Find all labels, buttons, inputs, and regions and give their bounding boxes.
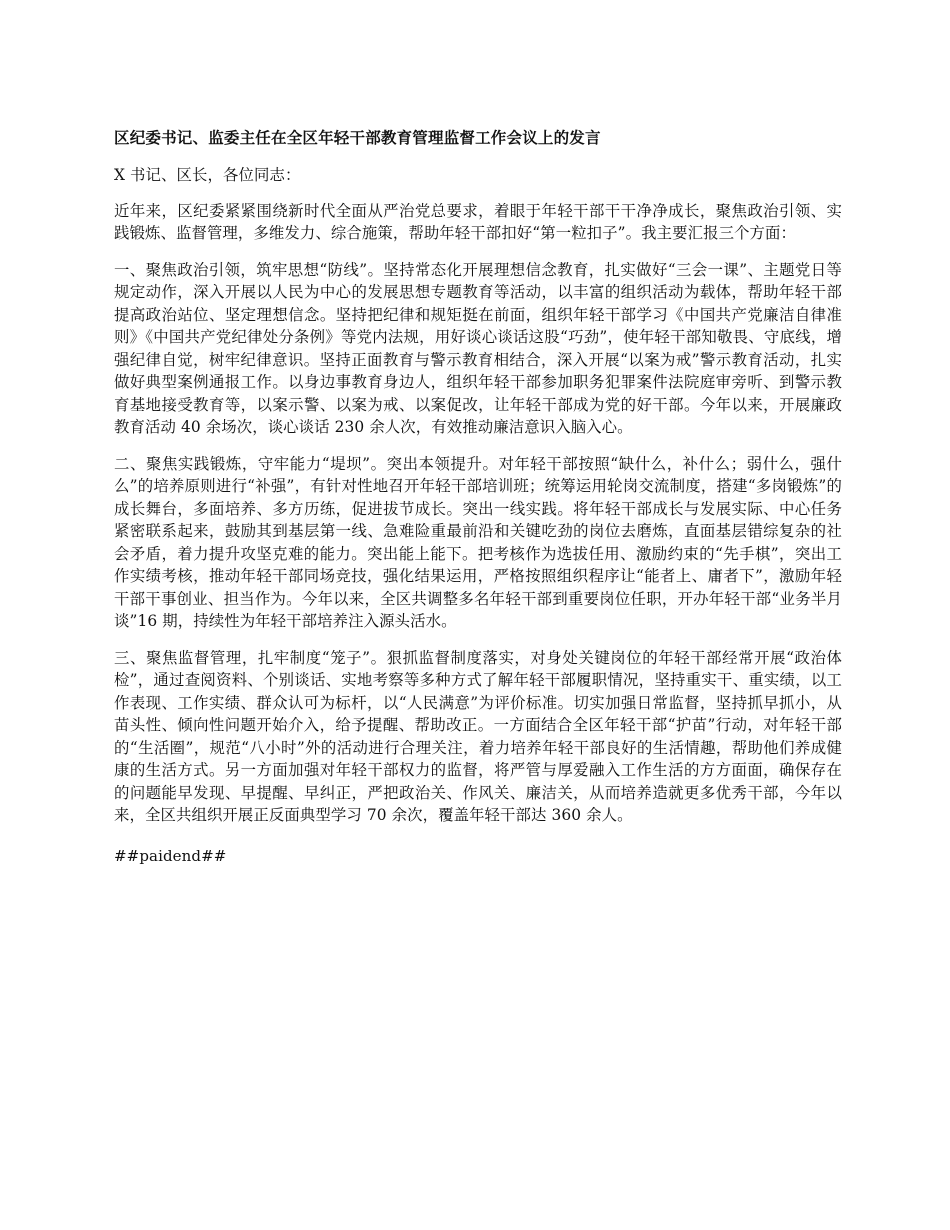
paragraph-political-guidance: 一、聚焦政治引领，筑牢思想“防线”。坚持常态化开展理想信念教育，扎实做好“三会一课”、主题党日等规定动作，深入开展以人民为中心的发展思想专题教育等活动，以丰富的组织活动为载体，帮助年轻干部提高政治站位、坚定理想信念。坚持把纪律和规矩挺在前面，组织年轻干部学习《中国共产党廉洁自律准则》《中国共产党纪律处分条例》等党内法规，用好谈心谈话这股“巧劲”，使年轻干部知敬畏、守底线，增强纪律自觉，树牢纪律意识。坚持正面教育与警示教育相结合，深入开展“以案为戒”警示教育活动，扎实做好典型案例通报工作。以身边事教育身边人，组织年轻干部参加职务犯罪案件法院庭审旁听、到警示教育基地接受教育等，以案示警、以案为戒、以案促改，让年轻干部成为党的好干部。今年以来，开展廉政教育活动 40 余场次，谈心谈话 230 余人次，有效推动廉洁意识入脑入心。 [114,260,842,436]
document-page [114,126,842,881]
paragraph-intro: 近年来，区纪委紧紧围绕新时代全面从严治党总要求，着眼于年轻干部干干净净成长，聚焦政治引领、实践锻炼、监督管理，多维发力、综合施策，帮助年轻干部扣好“第一粒扣子”。我主要汇报三个方面： [114,201,842,242]
salutation: X 书记、区长，各位同志： [114,166,301,184]
paragraph-supervision-management: 三、聚焦监督管理，扎牢制度“笼子”。狠抓监督制度落实，对身处关键岗位的年轻干部经常开展“政治体检”，通过查阅资料、个别谈话、实地考察等多种方式了解年轻干部履职情况，坚持重实干、重实绩，以工作表现、工作实绩、群众认可为标杆，以“人民满意”为评价标准。切实加强日常监督，坚持抓早抓小，从苗头性、倾向性问题开始介入，给予提醒、帮助改正。一方面结合全区年轻干部“护苗”行动，对年轻干部的“生活圈”，规范“八小时”外的活动进行合理关注，着力培养年轻干部良好的生活情趣，帮助他们养成健康的生活方式。另一方面加强对年轻干部权力的监督，将严管与厚爱融入工作生活的方方面面，确保存在的问题能早发现、早提醒、早纠正，严把政治关、作风关、廉洁关，从而培养造就更多优秀干部，今年以来，全区共组织开展正反面典型学习 70 余次，覆盖年轻干部达 360 余人。 [114,648,842,824]
document-title: 区纪委书记、监委主任在全区年轻干部教育管理监督工作会议上的发言 [114,129,601,147]
paragraph-practical-training: 二、聚焦实践锻炼，守牢能力“堤坝”。突出本领提升。对年轻干部按照“缺什么，补什么；弱什么，强什么”的培养原则进行“补强”，有针对性地召开年轻干部培训班；统筹运用轮岗交流制度，搭建“多岗锻炼”的成长舞台，多面培养、多方历练，促进拔节成长。突出一线实践。将年轻干部成长与发展实际、中心任务紧密联系起来，鼓励其到基层第一线、急难险重最前沿和关键吃劲的岗位去磨炼，直面基层错综复杂的社会矛盾，着力提升攻坚克难的能力。突出能上能下。把考核作为选拔任用、激励约束的“先手棋”，突出工作实绩考核，推动年轻干部同场竞技，强化结果运用，严格按照组织程序让“能者上、庸者下”，激励年轻干部干事创业、担当作为。今年以来，全区共调整多名年轻干部到重要岗位任职，开办年轻干部“业务半月谈”16 期，持续性为年轻干部培养注入源头活水。 [114,454,842,630]
end-marker: ##paidend## [114,846,227,865]
